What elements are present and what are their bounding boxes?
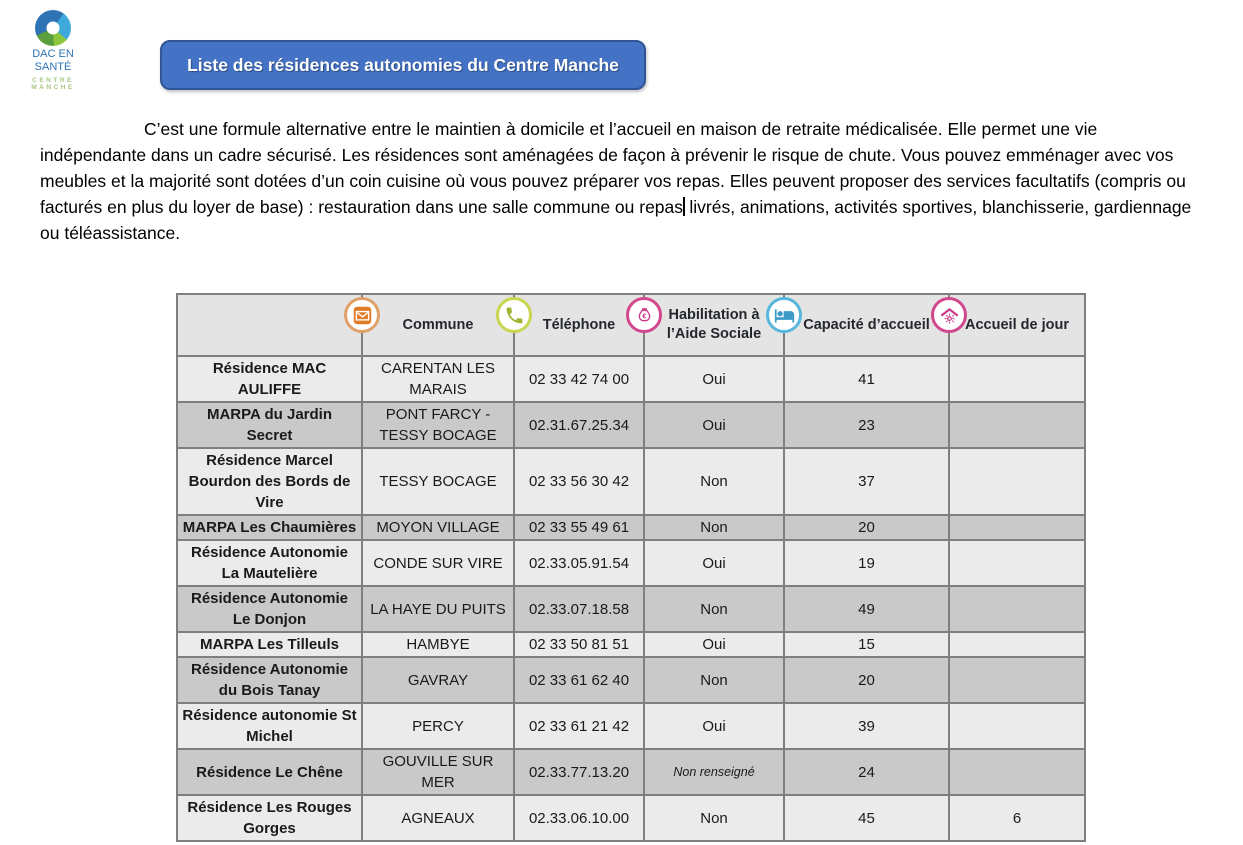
intro-paragraph[interactable] xyxy=(40,116,1206,246)
commune-cell: PERCY xyxy=(362,703,514,749)
capacite-cell: 45 xyxy=(784,795,949,841)
accueil-jour-cell xyxy=(949,703,1085,749)
habilitation-cell: Non renseigné xyxy=(644,749,784,795)
capacite-cell: 24 xyxy=(784,749,949,795)
capacite-cell: 37 xyxy=(784,448,949,515)
residence-name-header xyxy=(177,294,362,356)
telephone-cell: 02 33 55 49 61 xyxy=(514,515,644,540)
commune-cell: AGNEAUX xyxy=(362,795,514,841)
habilitation-cell: Oui xyxy=(644,540,784,586)
table-row xyxy=(177,657,1085,703)
table-row xyxy=(177,586,1085,632)
telephone-cell: 02 33 42 74 00 xyxy=(514,356,644,402)
residence-name-cell: Résidence Autonomie du Bois Tanay xyxy=(177,657,362,703)
residence-name-cell: Résidence Autonomie Le Donjon xyxy=(177,586,362,632)
accueil-jour-cell xyxy=(949,356,1085,402)
habilitation-cell: Oui xyxy=(644,356,784,402)
capacite-cell: 15 xyxy=(784,632,949,657)
accueil-jour-cell xyxy=(949,402,1085,448)
residence-name-cell: MARPA Les Chaumières xyxy=(177,515,362,540)
table-row xyxy=(177,356,1085,402)
accueil-jour-header xyxy=(949,294,1085,356)
habilitation-cell: Non xyxy=(644,586,784,632)
residence-name-cell: MARPA du Jardin Secret xyxy=(177,402,362,448)
telephone-header-label: Téléphone xyxy=(542,316,616,333)
table-row xyxy=(177,448,1085,515)
logo-name-line2: SANTÉ xyxy=(34,61,72,73)
table-row xyxy=(177,540,1085,586)
table-header-row xyxy=(177,294,1085,356)
accueil-jour-cell xyxy=(949,586,1085,632)
commune-cell: TESSY BOCAGE xyxy=(362,448,514,515)
residence-name-cell: Résidence autonomie St Michel xyxy=(177,703,362,749)
commune-header-label: Commune xyxy=(402,316,474,333)
logo-swirl-icon xyxy=(35,10,71,46)
commune-cell: GOUVILLE SUR MER xyxy=(362,749,514,795)
residence-name-cell: Résidence Les Rouges Gorges xyxy=(177,795,362,841)
money-bag-euro-icon xyxy=(626,297,662,333)
commune-cell: LA HAYE DU PUITS xyxy=(362,586,514,632)
habilitation-cell: Non xyxy=(644,795,784,841)
table-row xyxy=(177,402,1085,448)
residence-name-cell: Résidence Marcel Bourdon des Bords de Vire xyxy=(177,448,362,515)
habilitation-cell: Non xyxy=(644,448,784,515)
accueil-jour-cell xyxy=(949,448,1085,515)
capacite-cell: 19 xyxy=(784,540,949,586)
residence-name-cell: MARPA Les Tilleuls xyxy=(177,632,362,657)
logo-name xyxy=(14,48,92,74)
svg-text:€: € xyxy=(641,310,647,320)
commune-cell: MOYON VILLAGE xyxy=(362,515,514,540)
intro-text-after-cursor: livrés, animations, activités sportives, blanchisserie, gardiennage ou téléassistance. xyxy=(40,197,1192,243)
table-row xyxy=(177,795,1085,841)
telephone-cell: 02 33 61 62 40 xyxy=(514,657,644,703)
capacite-header xyxy=(784,294,949,356)
residences-table xyxy=(176,293,1086,842)
telephone-cell: 02 33 56 30 42 xyxy=(514,448,644,515)
capacite-cell: 23 xyxy=(784,402,949,448)
house-sun-icon xyxy=(931,297,967,333)
commune-cell: PONT FARCY - TESSY BOCAGE xyxy=(362,402,514,448)
phone-icon xyxy=(496,297,532,333)
capacite-cell: 20 xyxy=(784,657,949,703)
accueil-jour-cell xyxy=(949,540,1085,586)
habilitation-header xyxy=(641,294,784,356)
commune-cell: CARENTAN LES MARAIS xyxy=(362,356,514,402)
accueil-jour-cell xyxy=(949,749,1085,795)
residences-table-container xyxy=(176,293,1086,842)
residence-name-cell: Résidence MAC AULIFFE xyxy=(177,356,362,402)
mail-icon xyxy=(344,297,380,333)
habilitation-cell: Non xyxy=(644,515,784,540)
telephone-cell: 02.33.07.18.58 xyxy=(514,586,644,632)
table-row xyxy=(177,515,1085,540)
capacite-cell: 49 xyxy=(784,586,949,632)
commune-cell: GAVRAY xyxy=(362,657,514,703)
intro-text-before-cursor: C’est une formule alternative entre le maintien à domicile et l’accueil en maison de retraite médicalisée. Elle permet une vie indépendante dans un cadre sécurisé. Les résidences sont aménagées de façon à prévenir le risque de chute. Vous pouvez emménager avec vos meubles et la majorité sont dotées d’un coin cuisine où vous pouvez préparer vos repas. Elles peuvent proposer des services facultatifs (compris ou facturés en plus du loyer de base) : restauration dans une salle commune ou repas xyxy=(40,119,1186,217)
commune-cell: HAMBYE xyxy=(362,632,514,657)
habilitation-header-label: Habilitation à l’Aide Sociale xyxy=(666,307,762,342)
capacite-cell: 20 xyxy=(784,515,949,540)
commune-cell: CONDE SUR VIRE xyxy=(362,540,514,586)
table-row xyxy=(177,749,1085,795)
accueil-jour-cell xyxy=(949,632,1085,657)
telephone-cell: 02 33 61 21 42 xyxy=(514,703,644,749)
accueil-jour-cell xyxy=(949,657,1085,703)
commune-header xyxy=(362,294,514,356)
accueil-jour-cell: 6 xyxy=(949,795,1085,841)
telephone-header xyxy=(514,294,647,356)
capacite-cell: 39 xyxy=(784,703,949,749)
habilitation-cell: Oui xyxy=(644,632,784,657)
accueil-jour-header-label: Accueil de jour xyxy=(965,316,1069,333)
logo-name-line1: DAC EN xyxy=(32,48,74,60)
residence-name-cell: Résidence Autonomie La Mautelière xyxy=(177,540,362,586)
habilitation-cell: Non xyxy=(644,657,784,703)
telephone-cell: 02.31.67.25.34 xyxy=(514,402,644,448)
capacite-cell: 41 xyxy=(784,356,949,402)
telephone-cell: 02 33 50 81 51 xyxy=(514,632,644,657)
bed-icon xyxy=(766,297,802,333)
telephone-cell: 02.33.05.91.54 xyxy=(514,540,644,586)
page-title: Liste des résidences autonomies du Centre Manche xyxy=(187,54,619,75)
habilitation-cell: Oui xyxy=(644,402,784,448)
capacite-header-label: Capacité d’accueil xyxy=(803,316,930,333)
telephone-cell: 02.33.77.13.20 xyxy=(514,749,644,795)
residence-name-cell: Résidence Le Chêne xyxy=(177,749,362,795)
table-row xyxy=(177,632,1085,657)
telephone-cell: 02.33.06.10.00 xyxy=(514,795,644,841)
logo-subtitle: CENTRE MANCHE xyxy=(31,77,75,91)
habilitation-cell: Oui xyxy=(644,703,784,749)
accueil-jour-cell xyxy=(949,515,1085,540)
dac-en-sante-logo xyxy=(14,10,92,91)
title-banner xyxy=(160,40,646,90)
table-row xyxy=(177,703,1085,749)
